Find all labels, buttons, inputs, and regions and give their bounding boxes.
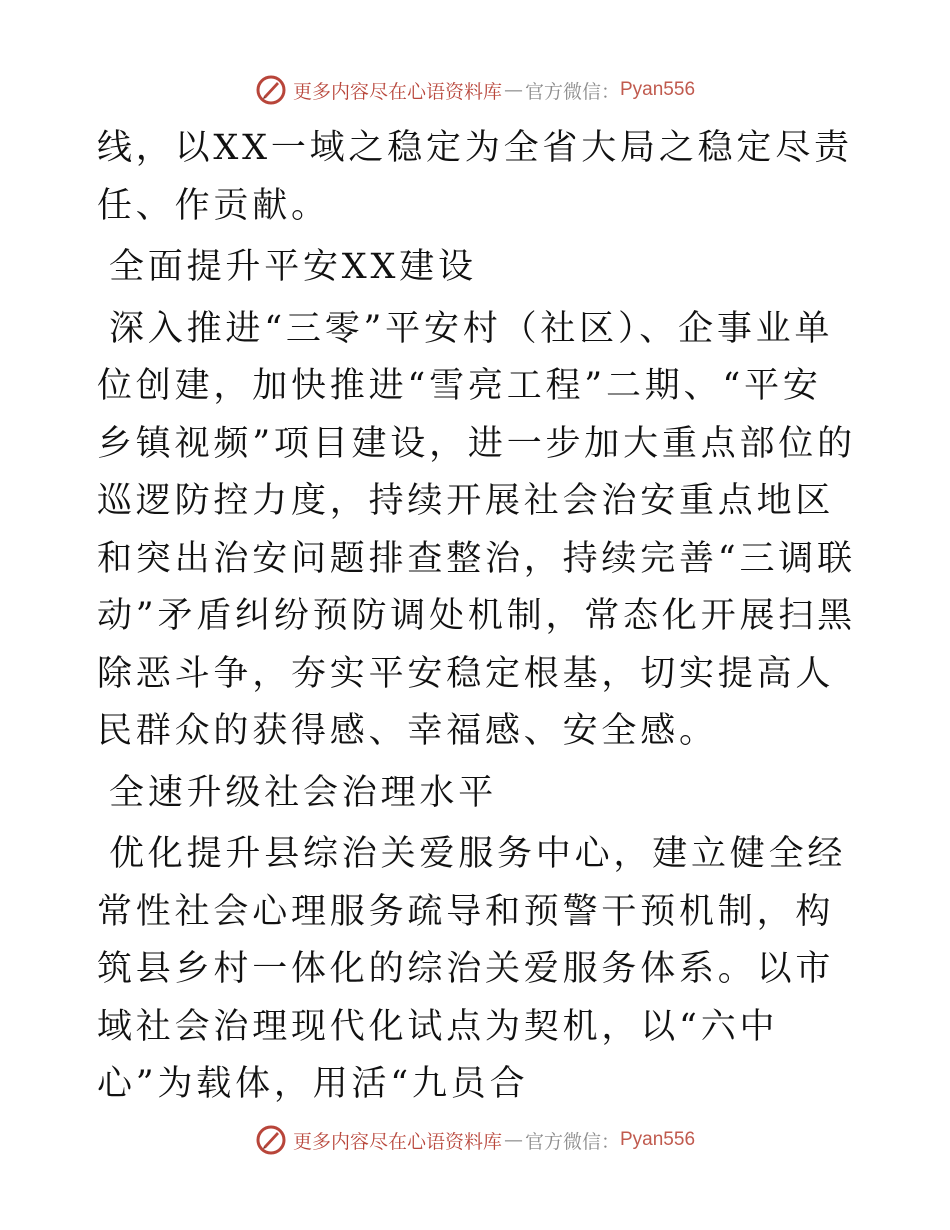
watermark-dash: — <box>503 1129 523 1151</box>
watermark-text: 更多内容尽在心语资料库 <box>292 1130 502 1153</box>
paragraph-social-governance <box>97 826 857 1114</box>
feather-pen-logo-icon <box>255 1124 287 1156</box>
watermark-wechat-label: 官方微信： <box>524 80 620 103</box>
watermark-wechat-id: Pyan556 <box>620 1129 696 1150</box>
watermark-text: 更多内容尽在心语资料库 <box>292 80 502 103</box>
header-watermark <box>0 70 950 110</box>
paragraph-peace-construction <box>97 301 857 761</box>
document-body <box>97 120 857 1118</box>
feather-pen-logo-icon <box>255 74 287 106</box>
section-heading-peace-construction: 全面提升平安XX建设 <box>109 247 477 287</box>
watermark-dash: — <box>503 79 523 101</box>
footer-watermark <box>0 1120 950 1160</box>
watermark-wechat-id: Pyan556 <box>620 79 696 100</box>
paragraph-continuation: 线，以XX一域之稳定为全省大局之稳定尽责任、作贡献。 <box>97 128 853 226</box>
watermark-wechat-label: 官方微信： <box>524 1130 620 1153</box>
paragraph-text: 优化提升县综治关爱服务中心，建立健全经常性社会心理服务疏导和预警干预机制，构筑县乡村一体化的综治关爱服务体系。以市域社会治理现代化试点为契机，以“六中心”为载体，用活“九员合 <box>97 834 847 1104</box>
paragraph-text: 深入推进“三零”平安村（社区）、企事业单位创建，加快推进“雪亮工程”二期、“平安乡镇视频”项目建设，进一步加大重点部位的巡逻防控力度，持续开展社会治安重点地区和突出治安问题排查整治，持续完善“三调联动”矛盾纠纷预防调处机制，常态化开展扫黑除恶斗争，夯实平安稳定根基，切实提高人民群众的获得感、幸福感、安全感。 <box>97 308 856 751</box>
section-heading-social-governance: 全速升级社会治理水平 <box>109 772 498 813</box>
